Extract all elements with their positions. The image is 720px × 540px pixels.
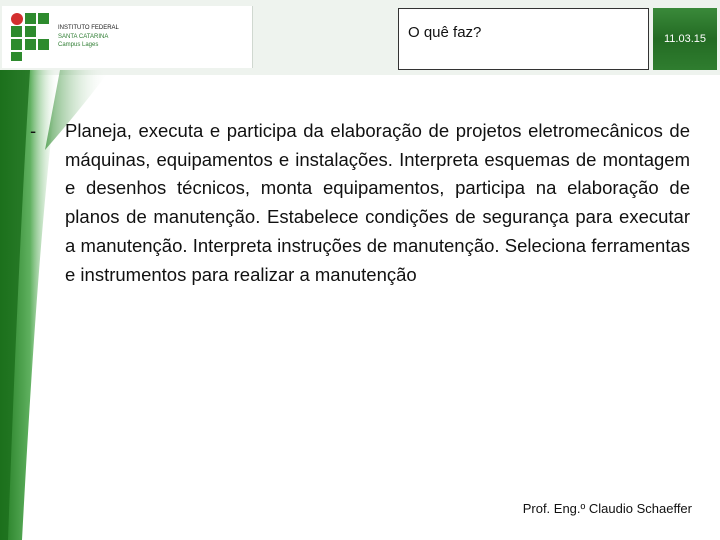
bullet-marker: - — [30, 120, 37, 141]
slide-content — [30, 117, 690, 289]
author-credit: Prof. Eng.º Claudio Schaeffer — [522, 501, 692, 516]
institution-logo — [2, 6, 252, 68]
slide-title: O quê faz? — [398, 8, 649, 70]
institution-line-2: SANTA CATARINA — [58, 33, 109, 40]
description-paragraph: Planeja, executa e participa da elaboração de projetos eletromecânicos de máquinas, equipamentos e instalações. Interpreta esquemas de montagem e desenhos técnicos, monta equipamentos, participa na elaboração de planos de manutenção. Estabelece condições de segurança para executar a manutenção. Interpreta instruções de manutenção. Seleciona ferramentas e instrumentos para realizar a manutenção — [65, 120, 690, 285]
ifsc-logo-icon — [10, 12, 50, 62]
date-text: 11.03.15 — [663, 33, 706, 45]
date-badge — [653, 8, 717, 70]
institution-line-3: Campus Lages — [58, 42, 99, 49]
institution-name — [58, 24, 119, 50]
institution-line-1: INSTITUTO FEDERAL — [58, 25, 119, 32]
